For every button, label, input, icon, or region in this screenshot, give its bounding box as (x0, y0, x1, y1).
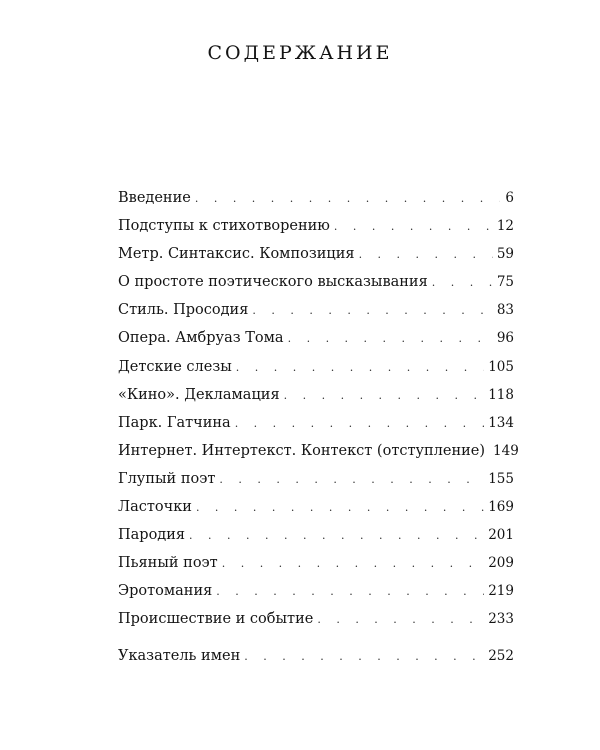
toc-entry-title: Интернет. Интертекст. Контекст (отступление) (118, 442, 486, 459)
dot-leader (196, 494, 484, 522)
toc-page-number: 169 (488, 499, 514, 516)
toc-entry[interactable] (118, 240, 514, 268)
toc-entry[interactable] (118, 465, 514, 493)
toc-page-number: 201 (488, 527, 514, 544)
toc-entry[interactable] (118, 605, 514, 633)
dot-leader (288, 325, 493, 353)
toc-page-number: 6 (505, 190, 514, 206)
toc-page-number: 118 (488, 386, 514, 403)
toc-entry-title: Метр. Синтаксис. Композиция (118, 246, 355, 263)
dot-leader (219, 466, 484, 494)
toc-entry-title: Пародия (118, 527, 186, 544)
dot-leader (236, 354, 484, 382)
toc-entry[interactable] (118, 493, 514, 521)
toc-entry[interactable] (118, 437, 519, 465)
toc-entry-title: Ласточки (118, 499, 192, 516)
dot-leader (235, 410, 485, 438)
table-of-contents (118, 184, 519, 670)
toc-entry-title: Детские слезы (118, 358, 232, 375)
toc-entry[interactable] (118, 549, 514, 577)
toc-page-number: 155 (488, 470, 514, 487)
toc-entry-title: Глупый поэт (118, 470, 216, 487)
toc-page-number: 83 (496, 302, 514, 319)
toc-entry-title: Опера. Амбруаз Тома (118, 330, 284, 347)
dot-leader (216, 578, 484, 606)
toc-entry[interactable] (118, 521, 514, 549)
toc-entry-title: Стиль. Просодия (118, 302, 249, 319)
toc-entry[interactable] (118, 324, 514, 352)
toc-entry[interactable] (118, 381, 514, 409)
toc-page-number: 209 (488, 555, 514, 572)
toc-entry[interactable] (118, 184, 514, 212)
toc-page-number: 59 (496, 246, 514, 263)
toc-entry[interactable] (118, 577, 514, 605)
dot-leader (222, 550, 485, 578)
toc-page-number: 12 (496, 218, 514, 235)
toc-entry[interactable] (118, 268, 514, 296)
toc-page-number: 149 (493, 442, 519, 459)
toc-entry[interactable] (118, 353, 514, 381)
dot-leader (252, 297, 492, 325)
toc-entry-title: Пьяный поэт (118, 555, 218, 572)
toc-entry-title: Введение (118, 190, 191, 206)
dot-leader (334, 213, 493, 241)
toc-entry-title: Подступы к стихотворению (118, 218, 330, 235)
toc-page-number: 134 (488, 414, 514, 431)
dot-leader (432, 269, 493, 297)
toc-entry[interactable] (118, 212, 514, 240)
toc-entry-index[interactable] (118, 642, 514, 670)
toc-entry[interactable] (118, 409, 514, 437)
toc-entry-title: Парк. Гатчина (118, 414, 231, 431)
dot-leader (317, 606, 484, 634)
dot-leader (284, 382, 485, 410)
toc-page-number: 75 (496, 274, 514, 291)
toc-entry[interactable] (118, 296, 514, 324)
toc-entry-title: О простоте поэтического высказывания (118, 274, 428, 291)
toc-entry-title: «Кино». Декламация (118, 386, 280, 403)
dot-leader (189, 522, 484, 550)
dot-leader (195, 185, 500, 213)
toc-page-number: 105 (488, 358, 514, 375)
toc-entry-title: Эротомания (118, 583, 213, 600)
page-title: СОДЕРЖАНИЕ (207, 42, 393, 64)
toc-page-number: 252 (488, 647, 514, 664)
toc-page-number: 96 (496, 330, 514, 347)
toc-entry-title: Указатель имен (118, 647, 241, 664)
toc-entry-title: Происшествие и событие (118, 611, 314, 628)
dot-leader (244, 643, 484, 671)
toc-page-number: 219 (488, 583, 514, 600)
toc-page-number: 233 (488, 611, 514, 628)
dot-leader (359, 241, 493, 269)
